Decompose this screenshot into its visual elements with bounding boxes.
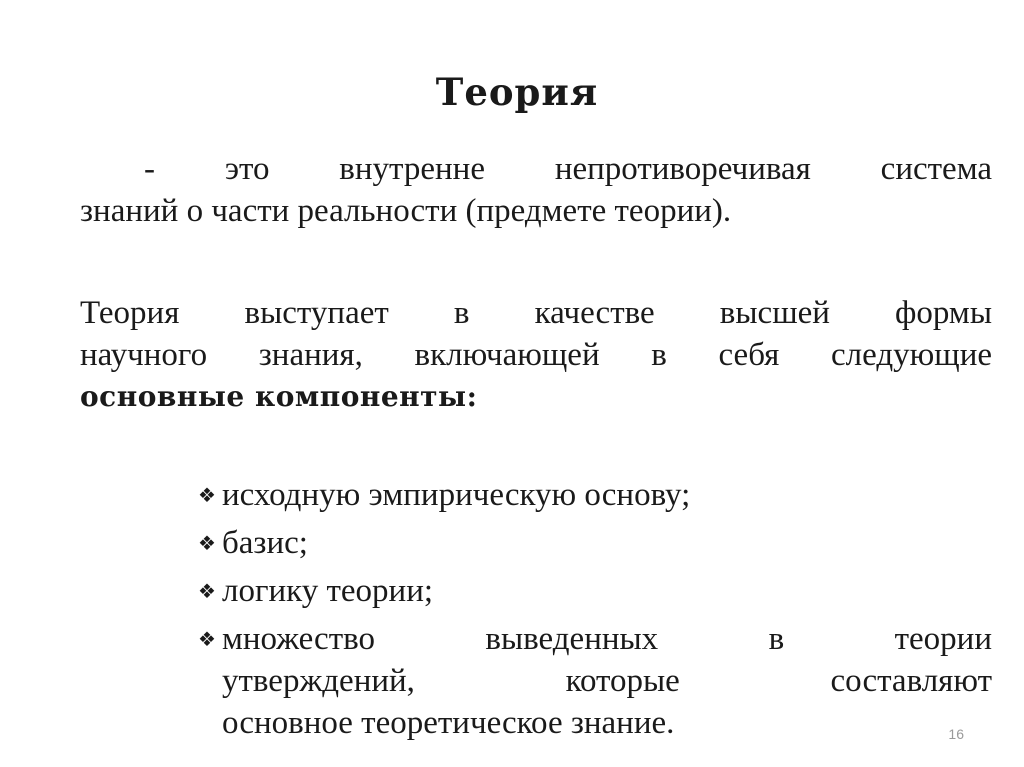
list-item [198,474,992,516]
list-item [198,570,992,612]
diamond-bullet-icon: ❖ [198,483,216,507]
list-item [198,618,992,744]
list-item-text: исходную эмпирическую основу; [222,477,691,513]
list-item-text-line-1: множество выведенных в теории [222,621,992,657]
list-item-text-line-2: утверждений, которые составляют [222,663,992,699]
definition-line-1: - это внутренне непротиворечивая система [144,151,992,187]
components-list [198,474,992,744]
diamond-bullet-icon: ❖ [198,531,216,555]
diamond-bullet-icon: ❖ [198,627,216,651]
list-item-text: базис; [222,525,308,561]
statement-paragraph [80,292,992,418]
list-item-text-line-3: основное теоретическое знание. [222,705,675,741]
list-item [198,522,992,564]
slide-title: Теория [435,70,599,114]
list-item-text: логику теории; [222,573,434,609]
definition-line-2: знаний о части реальности (предмете теории). [80,193,732,229]
definition-paragraph [80,148,992,232]
page-number: 16 [948,726,964,742]
statement-line-2: научного знания, включающей в себя следующие [80,337,992,373]
statement-line-1: Теория выступает в качестве высшей формы [80,295,992,331]
statement-bold-term: основные компоненты: [80,380,478,413]
diamond-bullet-icon: ❖ [198,579,216,603]
